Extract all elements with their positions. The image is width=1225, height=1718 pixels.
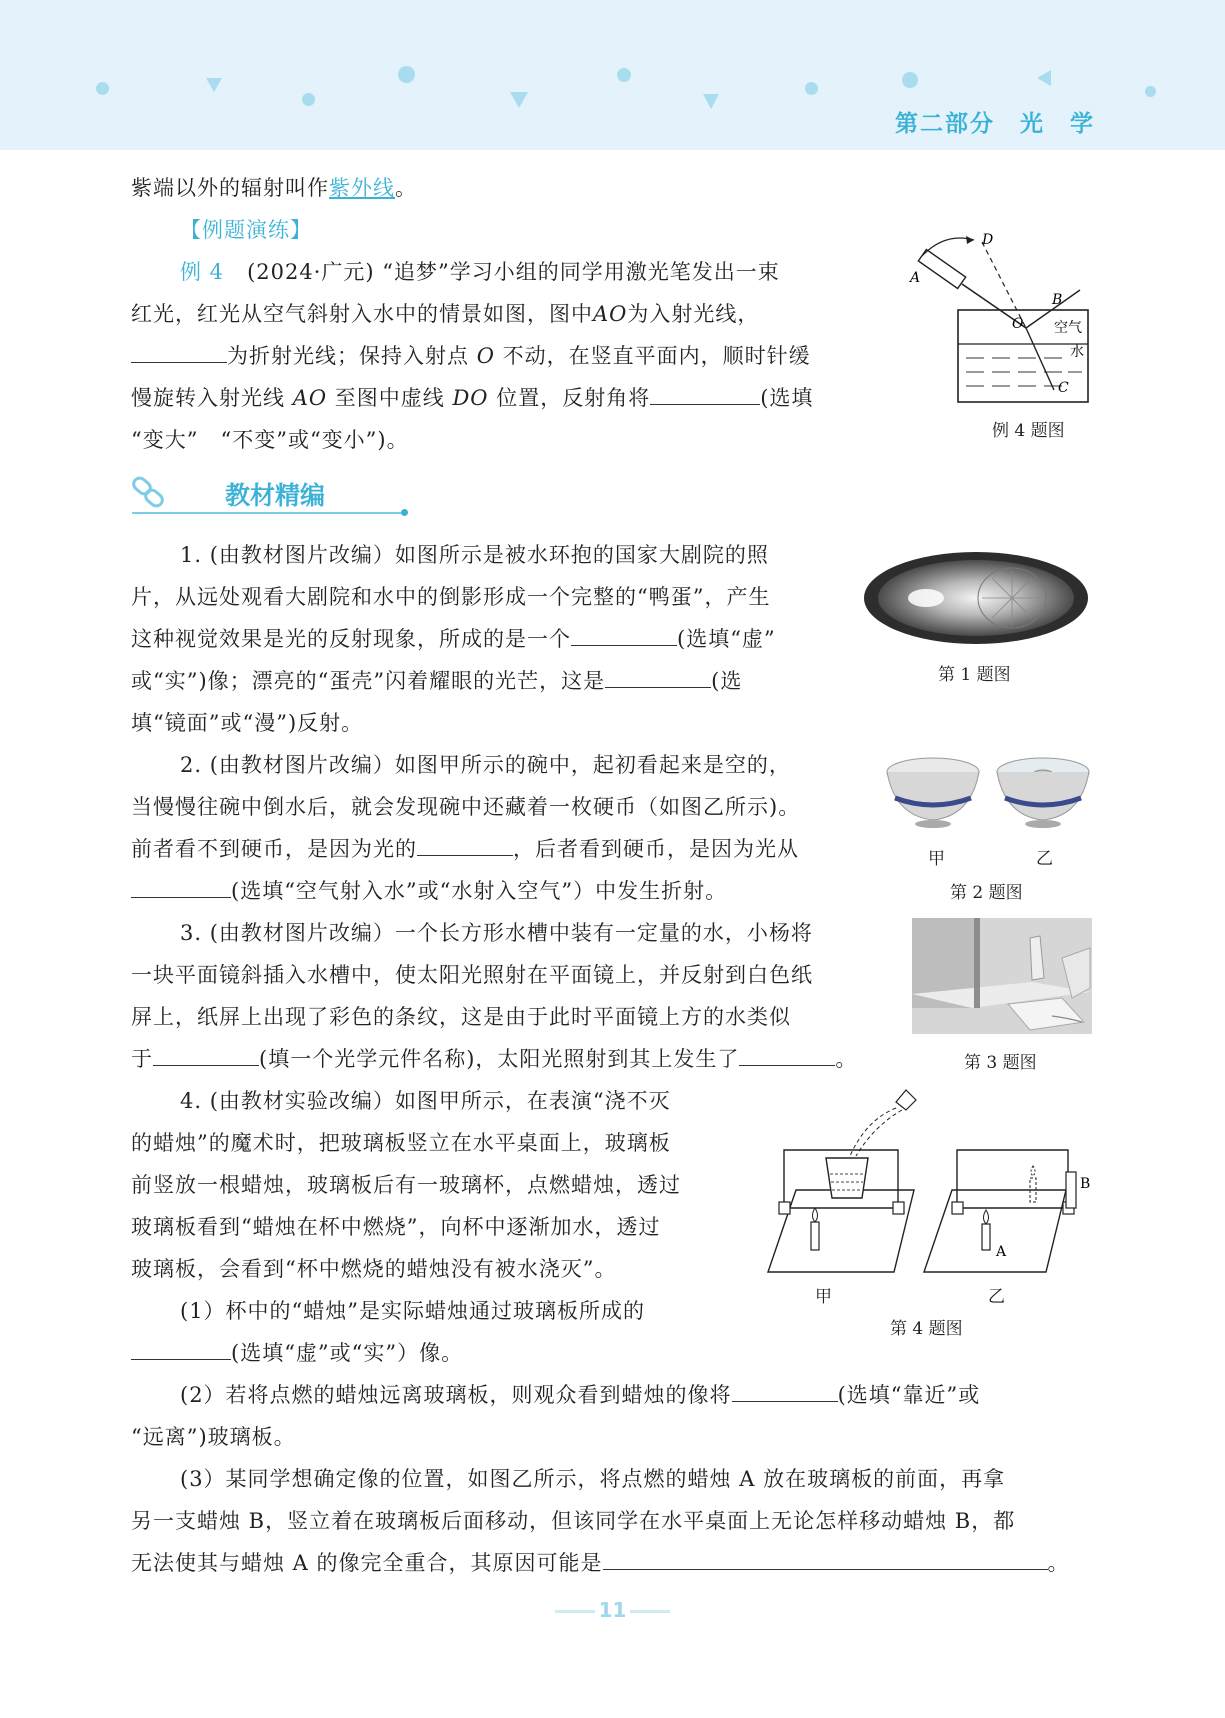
q4-text: (选填“靠近”或	[837, 1383, 981, 1407]
example-text: 红光，红光从空气斜射入水中的情景如图，图中	[131, 302, 593, 326]
label-d: D	[982, 232, 994, 248]
var-ao: AO	[593, 302, 628, 326]
q1-text: 这种视觉效果是光的反射现象，所成的是一个	[131, 627, 571, 651]
decor-dot	[1145, 86, 1156, 97]
example-line-1	[180, 252, 780, 292]
decor-triangle	[206, 78, 222, 92]
example-text: “追梦”学习小组的同学用激光笔发出一束	[382, 260, 780, 284]
example-text: 不动，在竖直平面内，顺时针缓	[502, 344, 811, 368]
bowl-water	[997, 758, 1089, 828]
label-b: B	[1052, 292, 1063, 308]
q3-line-3: 屏上，纸屏上出现了彩色的条纹，这是由于此时平面镜上方的水类似	[131, 1005, 791, 1029]
q3-text: (填一个光学元件名称)，太阳光照射到其上发生了	[259, 1047, 740, 1071]
q1-line-3	[131, 619, 776, 659]
q4-sub3-line-1: (3）某同学想确定像的位置，如图乙所示，将点燃的蜡烛 A 放在玻璃板的前面，再拿	[180, 1467, 1006, 1491]
q1-text: 或“实”)像；漂亮的“蛋壳”闪着耀眼的光芒，这是	[131, 669, 606, 693]
q2-line-2: 当慢慢往碗中倒水后，就会发现碗中还藏着一枚硬币（如图乙所示)。	[131, 795, 801, 819]
q4-text: (选填“虚”或“实”）像。	[231, 1341, 464, 1365]
q1-line-1: 1. (由教材图片改编）如图所示是被水环抱的国家大剧院的照	[180, 543, 769, 567]
q2-figure-bowls	[885, 754, 1095, 834]
q3-figure-photo	[912, 918, 1092, 1034]
answer-blank[interactable]	[131, 1337, 231, 1360]
answer-blank[interactable]	[603, 1547, 1048, 1570]
answer-blank[interactable]	[739, 1043, 835, 1066]
q3-line-2: 一块平面镜斜插入水槽中，使太阳光照射在平面镜上，并反射到白色纸	[131, 963, 813, 987]
refracted-ray	[1026, 328, 1054, 390]
example-heading: 【例题演练】	[180, 218, 312, 242]
example-text: (选填	[760, 386, 814, 410]
q3-text: 于	[131, 1047, 153, 1071]
q2-line-3	[131, 829, 799, 869]
decor-dot	[805, 82, 818, 95]
q2-line-4	[131, 871, 727, 911]
example-line-2	[131, 294, 759, 334]
q2-label-b: 乙	[1036, 849, 1053, 869]
example4-caption: 例 4 题图	[992, 421, 1065, 441]
label-water: 水	[1070, 344, 1084, 360]
decor-dot	[96, 82, 109, 95]
answer-blank[interactable]	[571, 623, 677, 646]
var-ao: AO	[292, 386, 328, 410]
q1-line-2: 片，从远处观看大剧院和水中的倒影形成一个完整的“鸭蛋”，产生	[131, 585, 771, 609]
example-line-5: “变大” “不变”或“变小”)。	[131, 428, 409, 452]
q4-line-2: 的蜡烛”的魔术时，把玻璃板竖立在水平桌面上，玻璃板	[131, 1131, 671, 1155]
intro-text: 紫端以外的辐射叫作	[131, 176, 329, 200]
link-icon	[130, 476, 168, 512]
var-o: O	[476, 344, 495, 368]
q1-caption: 第 1 题图	[938, 665, 1011, 685]
q4-text: 。	[1047, 1551, 1070, 1575]
q2-line-1: 2. (由教材图片改编）如图甲所示的碗中，起初看起来是空的，	[180, 753, 791, 777]
decor-triangle	[703, 94, 719, 109]
decor-triangle	[510, 92, 528, 108]
q4-sub3-line-2: 另一支蜡烛 B，竖立着在玻璃板后面移动，但该同学在水平桌面上无论怎样移动蜡烛 B，都	[131, 1509, 1016, 1533]
q4-line-3: 前竖放一根蜡烛，玻璃板后有一玻璃杯，点燃蜡烛，透过	[131, 1173, 681, 1197]
answer-blank[interactable]	[605, 665, 711, 688]
q2-text: ，后者看到硬币，是因为光从	[513, 837, 799, 861]
q3-line-4	[131, 1039, 857, 1079]
answer-blank[interactable]	[153, 1043, 259, 1066]
q2-label-a: 甲	[928, 849, 945, 869]
answer-blank[interactable]	[732, 1379, 838, 1402]
label-candle-b: B	[1080, 1176, 1091, 1192]
example-text: 至图中虚线	[334, 386, 445, 410]
decor-dot	[302, 93, 315, 106]
decor-dot	[398, 66, 415, 83]
q4-line-5: 玻璃板，会看到“杯中燃烧的蜡烛没有被水浇灭”。	[131, 1257, 617, 1281]
answer-blank[interactable]	[417, 833, 513, 856]
intro-text-end: 。	[395, 176, 417, 200]
decor-triangle	[1037, 70, 1051, 86]
header-banner	[0, 0, 1225, 150]
q4-sub2-line-1	[180, 1375, 980, 1415]
example-line-4	[131, 378, 813, 418]
q2-text: 前者看不到硬币，是因为光的	[131, 837, 417, 861]
intro-line	[131, 168, 417, 208]
q1-line-5: 填“镜面”或“漫”)反射。	[131, 711, 364, 735]
label-o: O	[1012, 316, 1024, 332]
q4-caption: 第 4 题图	[890, 1319, 963, 1339]
label-candle-a: A	[996, 1244, 1007, 1260]
q4-label-b: 乙	[988, 1287, 1005, 1307]
q4-sub1-line-2	[131, 1333, 463, 1373]
term-uv: 紫外线	[329, 176, 395, 200]
q4-line-1: 4. (由教材实验改编）如图甲所示，在表演“浇不灭	[180, 1089, 671, 1113]
example-source: (2024·广元)	[247, 260, 375, 284]
answer-blank[interactable]	[131, 875, 231, 898]
q4-sub1-line-1: (1）杯中的“蜡烛”是实际蜡烛通过玻璃板所成的	[180, 1299, 646, 1323]
example4-figure	[900, 232, 1100, 422]
answer-blank[interactable]	[131, 340, 227, 363]
page-number: 11	[560, 1598, 665, 1622]
example-label: 例 4	[180, 260, 225, 284]
var-do: DO	[452, 386, 489, 410]
label-a: A	[910, 270, 921, 286]
section-underline	[132, 512, 405, 514]
q4-sub2-line-2: “远离”)玻璃板。	[131, 1425, 296, 1449]
q1-text: (选	[711, 669, 743, 693]
section-title: 教材精编	[225, 481, 326, 510]
decor-dot	[617, 68, 631, 82]
q3-line-1: 3. (由教材图片改编）一个长方形水槽中装有一定量的水，小杨将	[180, 921, 813, 945]
q4-text: (2）若将点燃的蜡烛远离玻璃板，则观众看到蜡烛的像将	[180, 1383, 732, 1407]
bowl-empty	[887, 758, 979, 828]
q3-text: 。	[835, 1047, 858, 1071]
q4-figure-candle	[766, 1086, 1096, 1276]
q1-line-4	[131, 661, 742, 701]
example-text: 为折射光线；保持入射点	[227, 344, 469, 368]
q2-text: (选填“空气射入水”或“水射入空气”）中发生折射。	[231, 879, 728, 903]
q2-caption: 第 2 题图	[950, 883, 1023, 903]
example-text: 位置，反射角将	[496, 386, 651, 410]
q4-sub3-line-3	[131, 1543, 1070, 1583]
q4-line-4: 玻璃板看到“蜡烛在杯中燃烧”，向杯中逐渐加水，透过	[131, 1215, 661, 1239]
example-line-3	[131, 336, 811, 376]
q1-figure-theater-photo	[862, 548, 1090, 648]
example-text: 为入射光线，	[627, 302, 760, 326]
q3-caption: 第 3 题图	[964, 1053, 1037, 1073]
section-rule-dot	[401, 509, 408, 516]
q1-text: (选填“虚”	[677, 627, 776, 651]
part-title: 第二部分 光 学	[895, 111, 1095, 137]
decor-dot	[902, 72, 918, 88]
answer-blank[interactable]	[650, 382, 760, 405]
laser-pen	[918, 250, 965, 289]
example-text: 慢旋转入射光线	[131, 386, 285, 410]
q4-text: 无法使其与蜡烛 A 的像完全重合，其原因可能是	[131, 1551, 603, 1575]
q4-figure-b	[924, 1150, 1090, 1272]
q4-figure-a	[768, 1090, 916, 1272]
label-c: C	[1058, 380, 1069, 396]
q4-label-a: 甲	[815, 1287, 832, 1307]
label-air: 空气	[1054, 320, 1082, 336]
